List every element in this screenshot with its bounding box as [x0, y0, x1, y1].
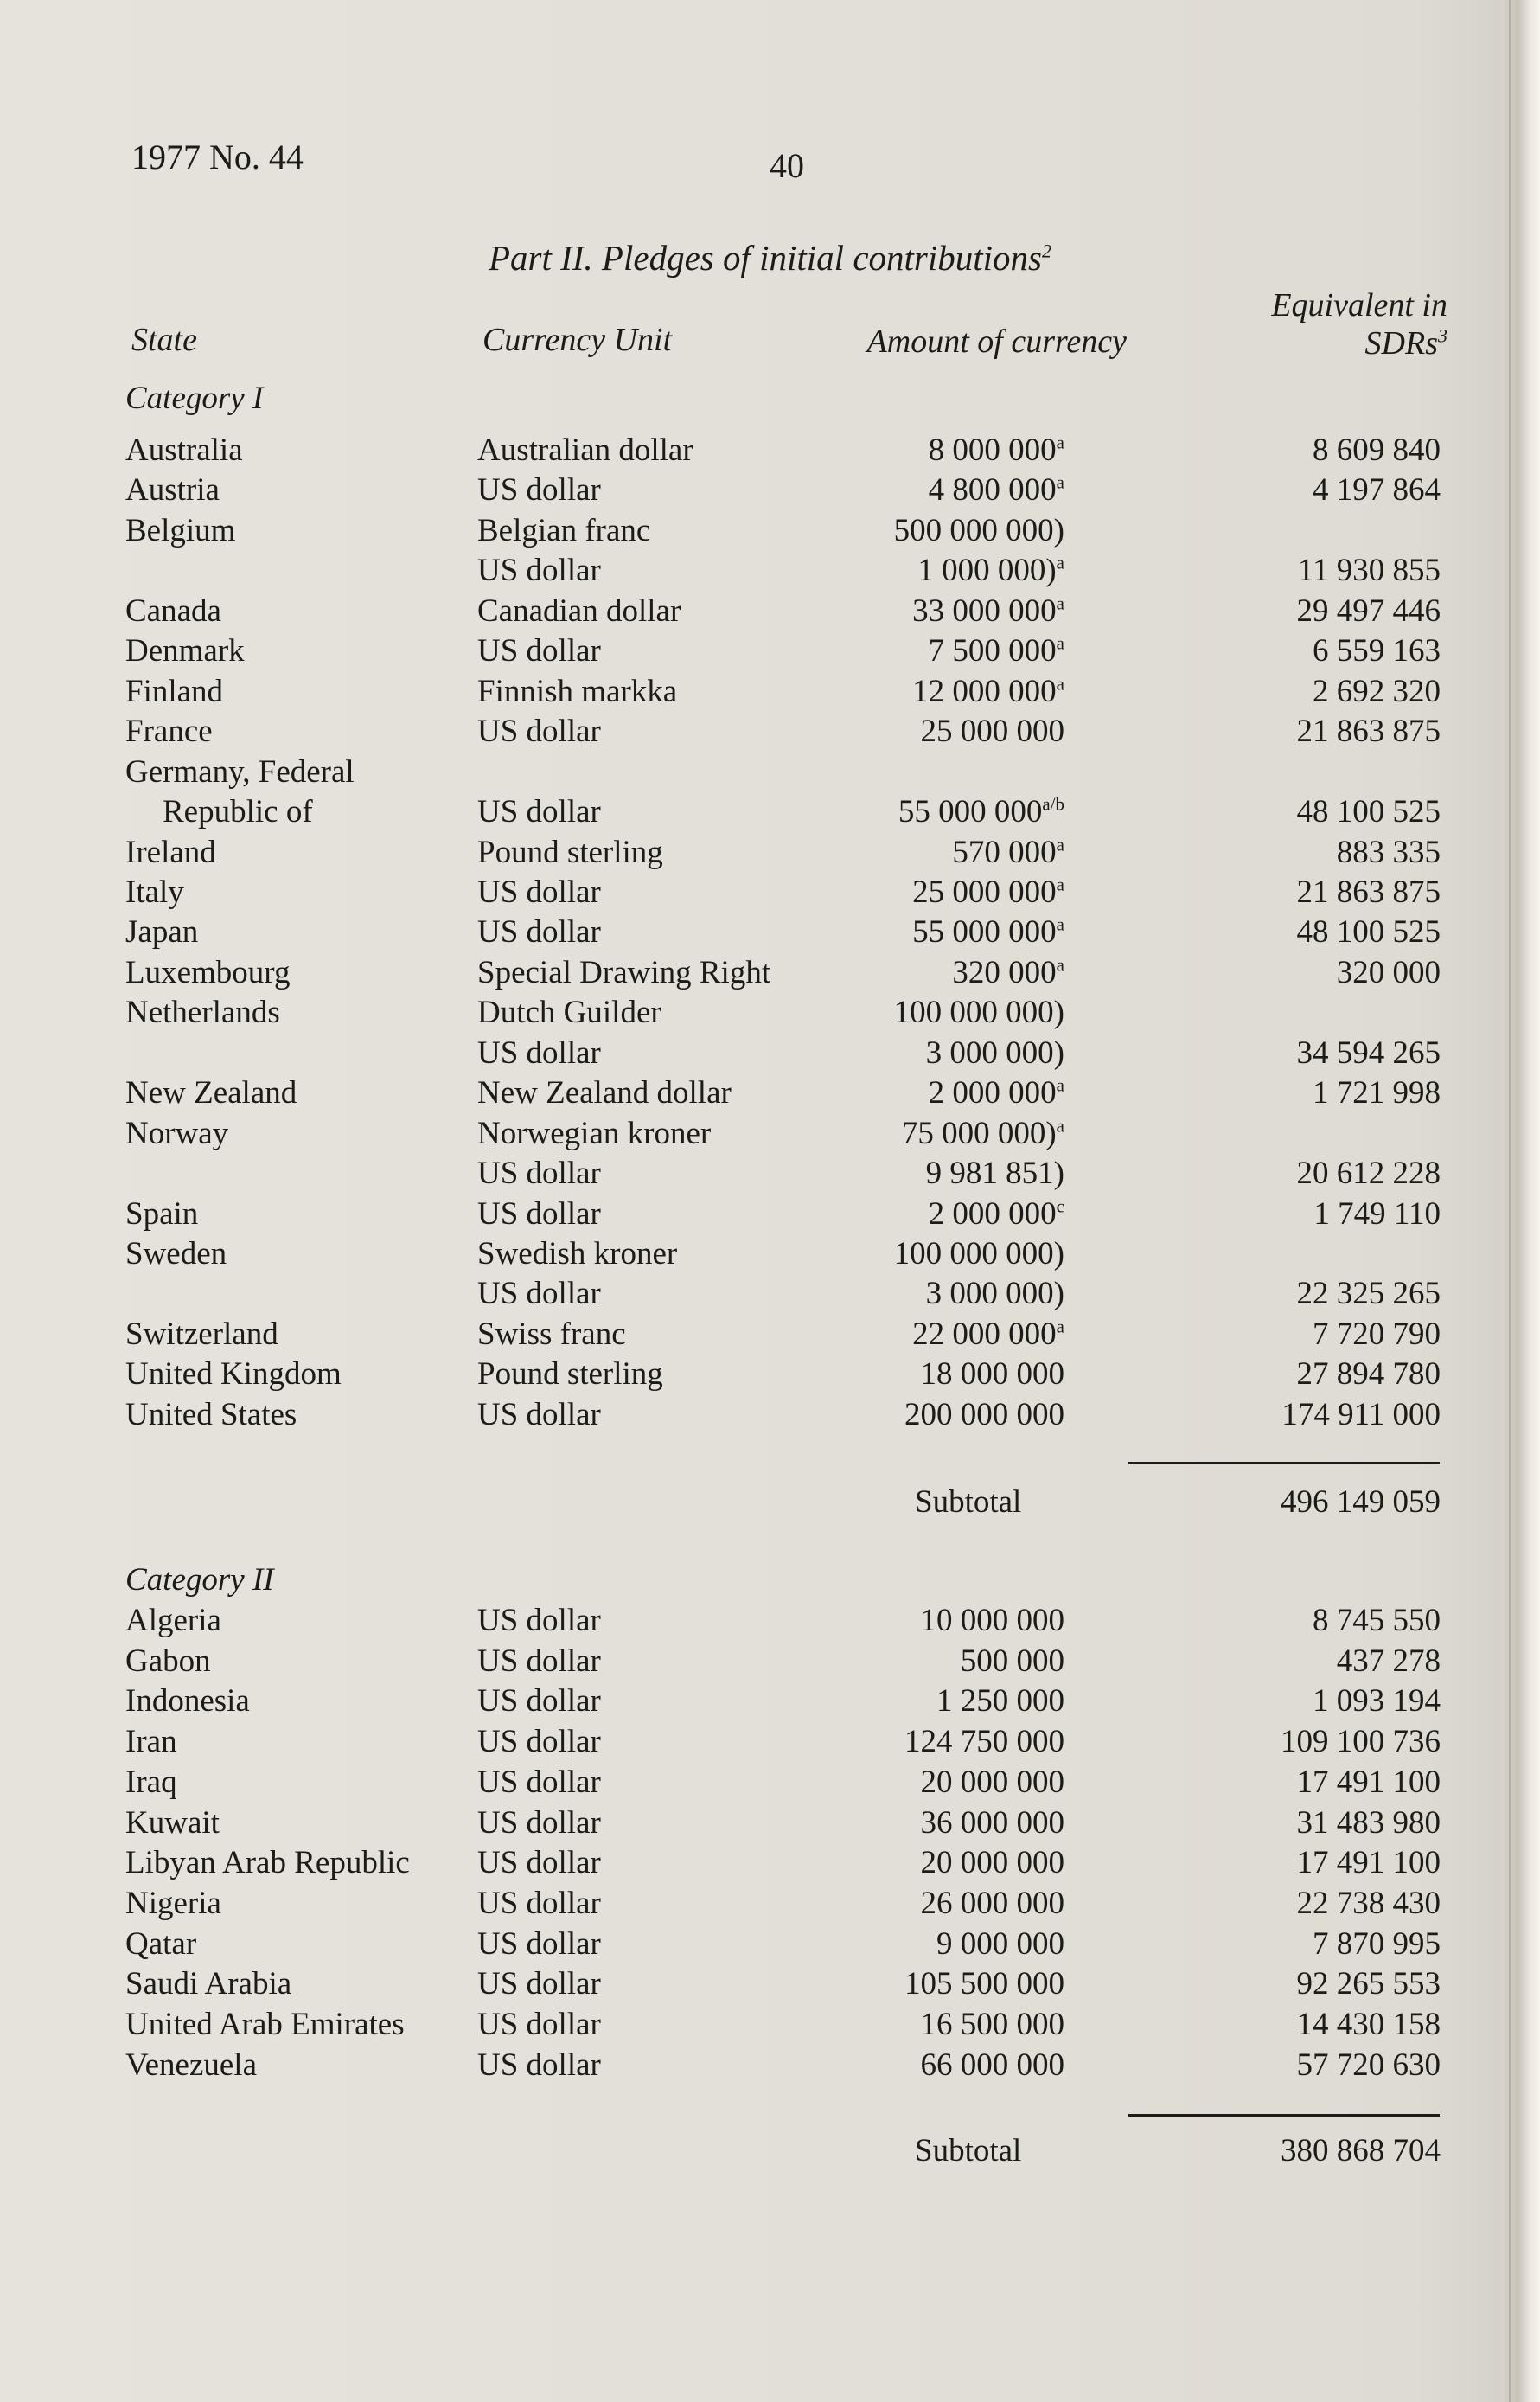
column-header-currency-unit: Currency Unit — [482, 322, 673, 358]
state-cell: Venezuela — [125, 2047, 258, 2083]
state-cell: Ireland — [125, 835, 216, 870]
currency-unit-cell: US dollar — [477, 633, 601, 669]
amount-value: 100 000 000) — [893, 1236, 1064, 1271]
amount-cell — [894, 996, 1064, 1028]
sdr-equivalent-cell: 320 000 — [1336, 955, 1441, 990]
footnote-marker: a — [1056, 673, 1064, 695]
subtotal-label: Subtotal — [915, 1484, 1022, 1520]
subtotal-rule — [1128, 1462, 1440, 1464]
amount-value: 55 000 000 — [898, 794, 1043, 829]
state-cell: Canada — [125, 593, 221, 629]
state-cell: Denmark — [125, 633, 245, 669]
sdr-equivalent-cell: 21 863 875 — [1296, 714, 1441, 749]
state-cell: Japan — [125, 914, 199, 950]
amount-value: 4 800 000 — [928, 472, 1057, 508]
state-cell: United States — [125, 1397, 297, 1432]
footnote-marker: c — [1056, 1195, 1064, 1217]
amount-cell — [904, 1726, 1064, 1758]
sdr-equivalent-cell: 7 870 995 — [1313, 1926, 1441, 1962]
amount-cell — [901, 1115, 1064, 1151]
sdr-equivalent-cell: 8 609 840 — [1313, 432, 1441, 468]
amount-cell — [921, 715, 1065, 747]
amount-cell — [926, 1037, 1064, 1069]
amount-value: 10 000 000 — [920, 1603, 1064, 1638]
amount-cell — [921, 1766, 1065, 1798]
state-cell: Spain — [125, 1196, 199, 1232]
currency-unit-cell: US dollar — [477, 1603, 601, 1638]
state-cell: Luxembourg — [125, 955, 291, 990]
currency-unit-cell: US dollar — [477, 1276, 601, 1311]
amount-value: 200 000 000 — [904, 1397, 1064, 1432]
amount-value: 33 000 000 — [912, 593, 1057, 629]
state-cell: Switzerland — [125, 1316, 278, 1352]
amount-cell — [912, 673, 1064, 709]
sdr-equivalent-cell: 437 278 — [1336, 1643, 1441, 1679]
sdr-equivalent-cell: 174 911 000 — [1281, 1397, 1441, 1432]
footnote-marker: a — [1056, 1316, 1064, 1337]
state-cell: Norway — [125, 1116, 229, 1151]
amount-cell — [952, 836, 1064, 868]
amount-value: 500 000 — [960, 1643, 1064, 1679]
currency-unit-cell: US dollar — [477, 2047, 601, 2083]
currency-unit-cell: Swedish kroner — [477, 1236, 678, 1271]
state-cell: Kuwait — [125, 1805, 220, 1841]
state-cell: Saudi Arabia — [125, 1966, 292, 2002]
subtotal-label: Subtotal — [915, 2133, 1022, 2168]
amount-value: 25 000 000 — [920, 714, 1064, 749]
footnote-marker: a — [1056, 552, 1064, 573]
sdr-equivalent-cell: 27 894 780 — [1296, 1356, 1441, 1392]
currency-unit-cell: US dollar — [477, 794, 601, 829]
sdr-equivalent-cell: 17 491 100 — [1296, 1845, 1441, 1880]
amount-value: 66 000 000 — [920, 2047, 1064, 2083]
amount-cell — [926, 1278, 1064, 1310]
amount-cell — [921, 1807, 1065, 1839]
amount-cell — [912, 592, 1064, 629]
footnote-marker: a — [1056, 471, 1064, 493]
sdr-equivalent-cell: 48 100 525 — [1296, 794, 1441, 829]
footnote-marker: a — [1056, 954, 1064, 976]
amount-value: 100 000 000) — [893, 995, 1064, 1030]
currency-unit-cell: Special Drawing Right — [477, 955, 771, 990]
footnote-marker: a — [1056, 1115, 1064, 1137]
amount-cell — [936, 1928, 1064, 1960]
subtotal-value: 380 868 704 — [1281, 2133, 1441, 2168]
currency-unit-cell: New Zealand dollar — [477, 1075, 732, 1111]
amount-cell — [912, 913, 1064, 950]
currency-unit-cell: US dollar — [477, 874, 601, 910]
sdr-equivalent-cell: 8 745 550 — [1313, 1603, 1441, 1638]
state-cell: Republic of — [163, 794, 313, 829]
amount-value: 570 000 — [952, 835, 1057, 870]
currency-unit-cell: US dollar — [477, 1805, 601, 1841]
state-cell: Belgium — [125, 513, 236, 548]
amount-value: 9 981 851) — [925, 1156, 1064, 1191]
amount-value: 3 000 000) — [925, 1035, 1064, 1071]
amount-value: 500 000 000) — [893, 513, 1064, 548]
amount-cell — [912, 876, 1064, 908]
amount-value: 7 500 000 — [928, 633, 1057, 669]
sdr-equivalent-cell: 22 738 430 — [1296, 1886, 1441, 1921]
sdr-equivalent-cell: 48 100 525 — [1296, 914, 1441, 950]
sdr-equivalent-cell: 29 497 446 — [1296, 593, 1441, 629]
currency-unit-cell: Finnish markka — [477, 674, 678, 709]
footnote-marker: a — [1056, 874, 1064, 895]
currency-unit-cell: US dollar — [477, 914, 601, 950]
amount-value: 105 500 000 — [904, 1966, 1064, 2002]
currency-unit-cell: US dollar — [477, 1196, 601, 1232]
amount-value: 20 000 000 — [920, 1765, 1064, 1800]
amount-cell — [904, 1399, 1064, 1431]
state-cell: Germany, Federal — [125, 754, 355, 790]
currency-unit-cell: US dollar — [477, 1926, 601, 1962]
sdr-equivalent-cell: 22 325 265 — [1296, 1276, 1441, 1311]
amount-cell — [921, 2049, 1065, 2081]
amount-value: 75 000 000) — [901, 1116, 1057, 1151]
amount-value: 20 000 000 — [920, 1845, 1064, 1880]
state-cell: Austria — [125, 472, 220, 508]
column-header-equivalent-line1: Equivalent in — [1271, 287, 1447, 323]
amount-cell — [961, 1645, 1064, 1677]
amount-value: 18 000 000 — [920, 1356, 1064, 1392]
sdr-equivalent-cell: 4 197 864 — [1313, 472, 1441, 508]
currency-unit-cell: US dollar — [477, 1845, 601, 1880]
amount-value: 9 000 000 — [936, 1926, 1064, 1962]
amount-value: 26 000 000 — [920, 1886, 1064, 1921]
currency-unit-cell: US dollar — [477, 1156, 601, 1191]
amount-cell — [921, 1887, 1065, 1919]
sdr-equivalent-cell: 17 491 100 — [1296, 1765, 1441, 1800]
sdr-equivalent-cell: 92 265 553 — [1296, 1966, 1441, 2002]
currency-unit-cell: US dollar — [477, 714, 601, 749]
sdr-equivalent-cell: 34 594 265 — [1296, 1035, 1441, 1071]
amount-value: 1 250 000 — [936, 1683, 1064, 1719]
state-cell: Indonesia — [125, 1683, 250, 1719]
amount-cell — [936, 1685, 1064, 1717]
amount-value: 25 000 000 — [912, 874, 1057, 910]
footnote-marker: a — [1056, 1074, 1064, 1096]
currency-unit-cell: US dollar — [477, 553, 601, 588]
currency-unit-cell: US dollar — [477, 1397, 601, 1432]
currency-unit-cell: US dollar — [477, 1035, 601, 1071]
column-header-equivalent-line2 — [1271, 325, 1447, 363]
amount-value: 36 000 000 — [920, 1805, 1064, 1841]
amount-value: 3 000 000) — [925, 1276, 1064, 1311]
footnote-marker: a — [1056, 592, 1064, 614]
state-cell: France — [125, 714, 213, 749]
currency-unit-cell: Belgian franc — [477, 513, 651, 548]
state-cell: Libyan Arab Republic — [125, 1845, 410, 1880]
state-cell: United Kingdom — [125, 1356, 342, 1392]
amount-value: 55 000 000 — [912, 914, 1057, 950]
page-number: 40 — [770, 146, 804, 185]
amount-cell — [894, 515, 1064, 547]
state-cell: Gabon — [125, 1643, 211, 1679]
currency-unit-cell: Canadian dollar — [477, 593, 681, 629]
currency-unit-cell: US dollar — [477, 1724, 601, 1759]
column-header-state: State — [131, 322, 197, 358]
document-number: 1977 No. 44 — [131, 138, 304, 176]
amount-value: 2 000 000 — [928, 1075, 1057, 1111]
state-cell: Nigeria — [125, 1886, 221, 1921]
state-cell: Qatar — [125, 1926, 197, 1962]
amount-value: 16 500 000 — [920, 2007, 1064, 2042]
currency-unit-cell: Norwegian kroner — [477, 1116, 712, 1151]
sdr-equivalent-cell: 20 612 228 — [1296, 1156, 1441, 1191]
amount-cell — [929, 434, 1064, 466]
title-footnote-marker: 2 — [1042, 240, 1051, 262]
amount-cell — [898, 793, 1064, 829]
equivalent-footnote-marker: 3 — [1438, 324, 1447, 347]
equivalent-line2-text: SDRs — [1364, 324, 1438, 362]
sdr-equivalent-cell: 11 930 855 — [1297, 553, 1441, 588]
currency-unit-cell: US dollar — [477, 2007, 601, 2042]
sdr-equivalent-cell: 1 721 998 — [1313, 1075, 1441, 1111]
amount-value: 320 000 — [952, 955, 1057, 990]
currency-unit-cell: Swiss franc — [477, 1316, 626, 1352]
sdr-equivalent-cell: 57 720 630 — [1296, 2047, 1441, 2083]
sdr-equivalent-cell: 2 692 320 — [1313, 674, 1441, 709]
category-heading: Category I — [125, 381, 264, 416]
column-header-equivalent — [1271, 287, 1447, 362]
amount-value: 22 000 000 — [912, 1316, 1057, 1352]
amount-value: 1 000 000) — [917, 553, 1057, 588]
state-cell: Iran — [125, 1724, 177, 1759]
state-cell: New Zealand — [125, 1075, 297, 1111]
footnote-marker: a — [1056, 913, 1064, 935]
gutter-line — [1509, 0, 1511, 2402]
currency-unit-cell: US dollar — [477, 472, 601, 508]
sdr-equivalent-cell: 1 749 110 — [1313, 1196, 1441, 1232]
category-heading: Category II — [125, 1562, 274, 1598]
footnote-marker: a — [1056, 834, 1064, 855]
footnote-marker: a — [1056, 632, 1064, 654]
amount-cell — [904, 1968, 1064, 2000]
amount-cell — [921, 1605, 1065, 1637]
amount-cell — [917, 554, 1064, 586]
amount-cell — [928, 632, 1064, 669]
amount-cell — [921, 1847, 1065, 1879]
sdr-equivalent-cell: 31 483 980 — [1296, 1805, 1441, 1841]
currency-unit-cell: US dollar — [477, 1643, 601, 1679]
state-cell: Iraq — [125, 1765, 177, 1800]
footnote-marker: a/b — [1042, 793, 1064, 815]
amount-cell — [926, 1157, 1064, 1189]
sdr-equivalent-cell: 21 863 875 — [1296, 874, 1441, 910]
currency-unit-cell: Pound sterling — [477, 835, 663, 870]
sdr-equivalent-cell: 7 720 790 — [1313, 1316, 1441, 1352]
amount-value: 2 000 000 — [928, 1196, 1057, 1232]
amount-cell — [912, 1318, 1064, 1350]
sdr-equivalent-cell: 1 093 194 — [1313, 1683, 1441, 1719]
state-cell: Finland — [125, 674, 224, 709]
amount-value: 8 000 000 — [928, 432, 1057, 468]
state-cell: Algeria — [125, 1603, 221, 1638]
state-cell: Sweden — [125, 1236, 227, 1271]
column-header-amount: Amount of currency — [866, 323, 1127, 360]
amount-value: 12 000 000 — [912, 674, 1057, 709]
sdr-equivalent-cell: 109 100 736 — [1281, 1724, 1441, 1759]
amount-cell — [928, 1195, 1064, 1232]
amount-cell — [928, 471, 1064, 508]
sdr-equivalent-cell: 6 559 163 — [1313, 633, 1441, 669]
state-cell: Italy — [125, 874, 184, 910]
amount-cell — [921, 2008, 1065, 2040]
currency-unit-cell: Australian dollar — [477, 432, 693, 468]
table-title-text: Part II. Pledges of initial contributions — [488, 238, 1042, 278]
state-cell: United Arab Emirates — [125, 2007, 405, 2042]
currency-unit-cell: US dollar — [477, 1683, 601, 1719]
amount-cell — [928, 1074, 1064, 1111]
currency-unit-cell: Pound sterling — [477, 1356, 663, 1392]
subtotal-rule — [1128, 2114, 1440, 2117]
sdr-equivalent-cell: 14 430 158 — [1296, 2007, 1441, 2042]
state-cell: Netherlands — [125, 995, 280, 1030]
currency-unit-cell: Dutch Guilder — [477, 995, 661, 1030]
amount-cell — [894, 1238, 1064, 1270]
table-title — [0, 240, 1540, 276]
amount-cell — [921, 1358, 1065, 1390]
sdr-equivalent-cell: 883 335 — [1336, 835, 1441, 870]
subtotal-value: 496 149 059 — [1281, 1484, 1441, 1520]
currency-unit-cell: US dollar — [477, 1765, 601, 1800]
amount-value: 124 750 000 — [904, 1724, 1064, 1759]
footnote-marker: a — [1056, 432, 1064, 453]
currency-unit-cell: US dollar — [477, 1886, 601, 1921]
currency-unit-cell: US dollar — [477, 1966, 601, 2002]
state-cell: Australia — [125, 432, 243, 468]
amount-cell — [952, 954, 1064, 990]
